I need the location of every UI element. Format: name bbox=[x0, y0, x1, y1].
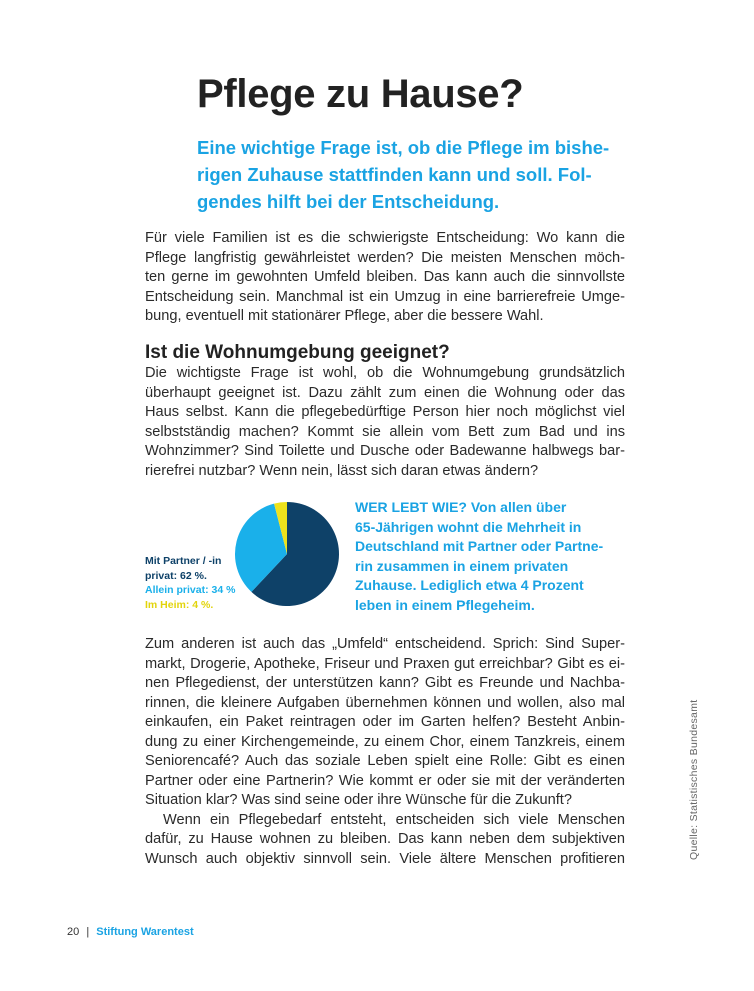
section-heading: Ist die Wohnumgebung geeignet? bbox=[145, 342, 450, 363]
text-line: rierefrei nutzbar? Wenn nein, lässt sich daran etwas ändern? bbox=[145, 462, 539, 479]
text-line: Für viele Familien ist es die schwierigste Entscheidung: Wo kann die bbox=[145, 230, 625, 246]
page-number: 20 bbox=[67, 926, 80, 938]
page-footer bbox=[67, 926, 194, 938]
text-line: dafür, zu Hause wohnen zu bleiben. Das kann neben dem subjektiven bbox=[145, 831, 625, 847]
text-line: Partner oder eine Partnerin? Wie kommt er oder sie mit der veränderten bbox=[145, 772, 625, 789]
callout-line: Zuhause. Lediglich etwa 4 Prozent bbox=[355, 577, 584, 594]
lead-line: gendes hilft bei der Entscheidung. bbox=[197, 191, 500, 212]
pie-chart bbox=[234, 501, 340, 607]
pie-legend bbox=[145, 554, 235, 612]
lead-line: Eine wichtige Frage ist, ob die Pflege im bishe- bbox=[197, 137, 610, 158]
text-line: Wohnzimmer? Sind Toilette und Dusche oder Badewanne halbwegs bar- bbox=[145, 443, 625, 459]
text-line: selbstständig machen? Kommt sie allein vom Bett zum Bad und ins bbox=[145, 423, 625, 440]
text-line: Seniorencafé? Auch das soziale Leben spielt eine Rolle: Gibt es einen bbox=[145, 753, 625, 769]
footer-brand: Stiftung Warentest bbox=[96, 926, 194, 938]
legend-partner-value: privat: 62 %. bbox=[145, 569, 207, 582]
text-line: Wenn ein Pflegebedarf entsteht, entscheiden sich viele Menschen bbox=[163, 811, 625, 828]
chart-callout bbox=[355, 498, 630, 616]
paragraph-3 bbox=[145, 635, 625, 869]
text-line: Die wichtigste Frage ist wohl, ob die Wohnumgebung grundsätzlich bbox=[145, 365, 625, 381]
legend-partner: Mit Partner / -in bbox=[145, 555, 222, 567]
text-line: Pflege langfristig gewährleistet werden? Die meisten Menschen möch- bbox=[145, 249, 625, 266]
text-line: Haus selbst. Kann die pflegebedürftige Person hier noch möglichst viel bbox=[145, 404, 625, 420]
text-line: nen Pflegedienst, der unterstützen kann? Gibt es Freunde und Nachba- bbox=[145, 675, 625, 691]
source-note: Quelle: Statistisches Bundesamt bbox=[688, 699, 700, 860]
callout-line: Deutschland mit Partner oder Partne- bbox=[355, 538, 604, 555]
text-line: dung zu einer Kirchengemeinde, zu einem Chor, einem Tanzkreis, einem bbox=[145, 733, 625, 750]
lead-text bbox=[197, 134, 622, 215]
legend-heim: Im Heim: 4 %. bbox=[145, 598, 214, 611]
text-line: markt, Drogerie, Apotheke, Friseur und Praxen gut erreichbar? Gibt es ei- bbox=[145, 655, 625, 672]
callout-line: 65-Jährigen wohnt die Mehrheit in bbox=[355, 518, 582, 535]
text-line: Wunsch auch objektiv sinnvoll sein. Viele ältere Menschen profitieren bbox=[145, 850, 625, 867]
paragraph-1 bbox=[145, 229, 625, 327]
callout-line: WER LEBT WIE? Von allen über bbox=[355, 499, 567, 515]
text-line: ten gerne im gewohnten Umfeld bleiben. Das kann auch die sinnvollste bbox=[145, 269, 625, 285]
paragraph-2 bbox=[145, 364, 625, 481]
text-line: bung, eventuell mit stationärer Pflege, aber die bessere Wahl. bbox=[145, 308, 544, 324]
text-line: einkaufen, ein Paket reintragen oder im Garten helfen? Besteht Anbin- bbox=[145, 714, 625, 730]
callout-line: leben in einem Pflegeheim. bbox=[355, 596, 535, 613]
text-line: Entscheidung sein. Manchmal ist ein Umzug in eine barrierefreie Umge- bbox=[145, 288, 625, 305]
text-line: rinnen, die kleinere Aufgaben übernehmen können und wollen, also mal bbox=[145, 694, 625, 711]
callout-line: rin zusammen in einem privaten bbox=[355, 557, 569, 574]
text-line: Zum anderen ist auch das „Umfeld“ entscheidend. Sprich: Sind Super- bbox=[145, 636, 625, 652]
text-line: Situation klar? Was sind seine oder ihre Wünsche für die Zukunft? bbox=[145, 792, 572, 808]
legend-allein: Allein privat: 34 % bbox=[145, 584, 236, 596]
page-title: Pflege zu Hause? bbox=[197, 72, 524, 116]
text-line: überhaupt geeignet ist. Dazu zählt zum einen die Wohnung oder das bbox=[145, 384, 625, 401]
lead-line: rigen Zuhause stattfinden kann und soll. Fol- bbox=[197, 164, 592, 185]
footer-separator: | bbox=[86, 926, 90, 938]
